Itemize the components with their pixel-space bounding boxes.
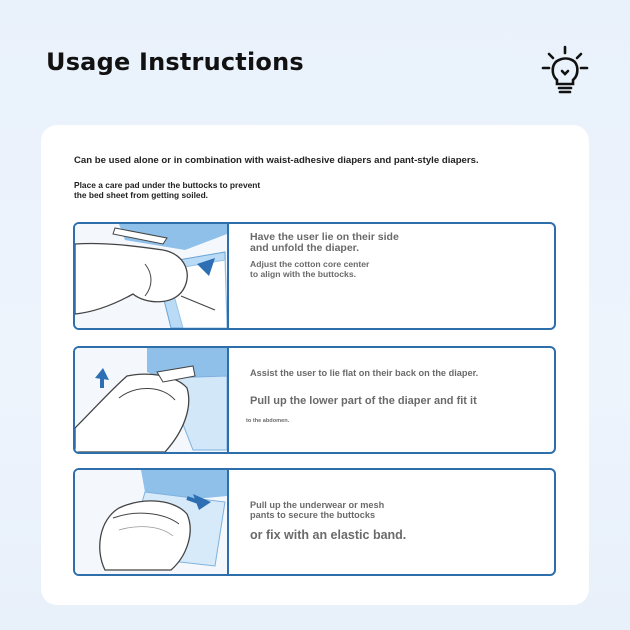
step-1-sub-text: Adjust the cotton core center to align with the buttocks. (250, 259, 370, 279)
care-pad-text: Place a care pad under the buttocks to prevent the bed sheet from getting soiled. (74, 180, 261, 200)
step-3-sub-text: or fix with an elastic band. (250, 528, 407, 542)
intro-text: Can be used alone or in combination with waist-adhesive diapers and pant-style diapers. (74, 155, 479, 166)
step-2-main-text: Assist the user to lie flat on their back on the diaper. (250, 368, 479, 378)
step-2-panel (73, 346, 556, 454)
step-2-note-text: to the abdomen. (246, 418, 290, 424)
step-1-panel (73, 222, 556, 330)
step-2-illustration (75, 348, 229, 452)
step-1-main-text: Have the user lie on their side and unfold the diaper. (250, 231, 399, 254)
lightbulb-icon (540, 44, 590, 98)
step-3-main-text: Pull up the underwear or mesh pants to secure the buttocks (250, 500, 385, 520)
step-3-illustration (75, 470, 229, 574)
step-3-panel (73, 468, 556, 576)
step-1-illustration (75, 224, 229, 328)
page-title: Usage Instructions (46, 48, 304, 76)
step-2-sub-text: Pull up the lower part of the diaper and fit it (250, 395, 477, 407)
instructions-card (41, 125, 589, 605)
